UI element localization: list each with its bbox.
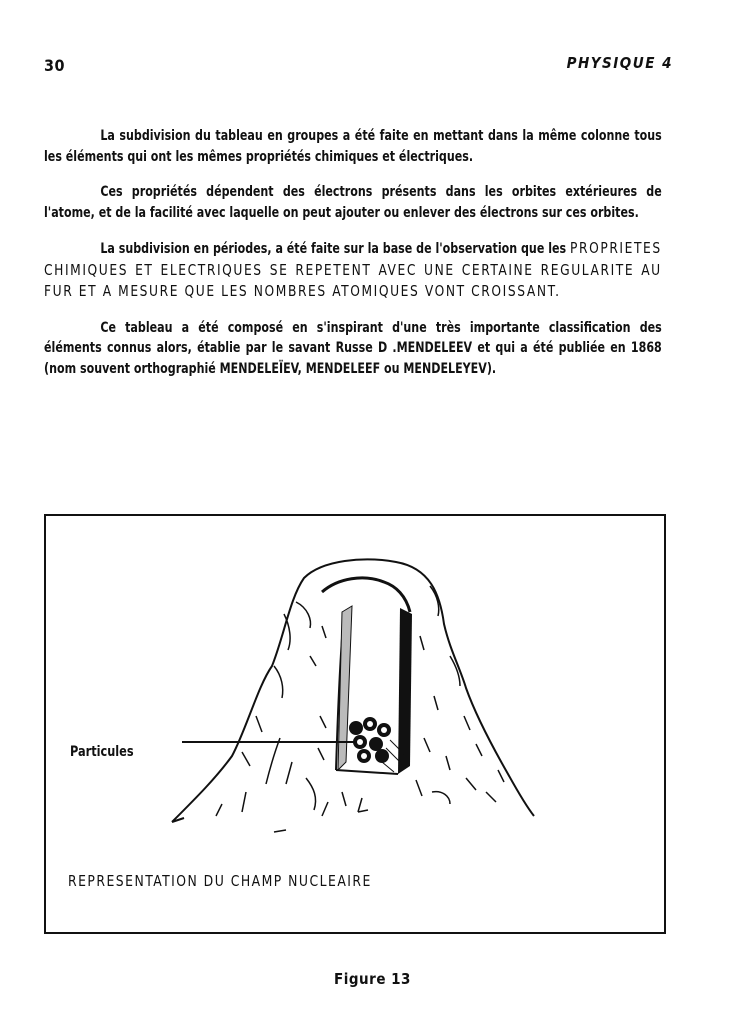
- running-title: PHYSIQUE 4: [566, 54, 673, 72]
- paragraph-groups: La subdivision du tableau en groupes a été faite en mettant dans la même colonne tous les éléments qui ont les mêmes propriétés chimiques et électriques.: [44, 128, 662, 165]
- paragraph-periods-lead: La subdivision en périodes, a été faite sur la base de l'observation que les: [100, 241, 571, 257]
- nucleus-particles: [349, 717, 391, 763]
- proton-marker: [381, 727, 387, 733]
- figure-frame: [44, 514, 666, 934]
- figure-title: REPRESENTATION DU CHAMP NUCLEAIRE: [68, 872, 372, 890]
- particle: [349, 721, 363, 735]
- nuclear-field-illustration: [46, 516, 664, 932]
- paragraph-properties: Ces propriétés dépendent des électrons présents dans les orbites extérieures de l'atome, et de la facilité avec laquelle on peut ajouter ou enlever des électrons sur ces orbites.: [44, 184, 662, 221]
- shaft-floor: [336, 770, 398, 774]
- proton-marker: [357, 739, 363, 745]
- mountain-outline: [172, 559, 534, 822]
- shaft-rim: [322, 578, 410, 612]
- proton-marker: [367, 721, 373, 727]
- page-number: 30: [44, 56, 66, 75]
- particle: [369, 737, 383, 751]
- shaft-right-wall: [398, 608, 412, 774]
- proton-marker: [361, 753, 367, 759]
- shaft-shade-left: [338, 606, 352, 770]
- particle-label: Particules: [70, 744, 134, 760]
- particle: [375, 749, 389, 763]
- paragraph-periods-emphasis: PROPRIETES CHIMIQUES ET ELECTRIQUES SE REPETENT AVEC UNE CERTAINE REGULARITE AU FUR ET A MESURE QUE LES NOMBRES ATOMIQUES VONT CROISSANT.: [44, 239, 662, 300]
- rock-texture: [216, 586, 504, 832]
- paragraph-mendeleev: Ce tableau a été composé en s'inspirant d'une très importante classification des éléments connus alors, établie par le savant Russe D .MENDELEEV et qui a été publiée en 1868 (nom souvent orthographié MENDELEÏEV, MENDELEEF ou MENDELEYEV).: [44, 319, 662, 377]
- paragraph-periods: [44, 238, 662, 303]
- figure-caption: Figure 13: [334, 970, 411, 988]
- body-text: [44, 126, 662, 394]
